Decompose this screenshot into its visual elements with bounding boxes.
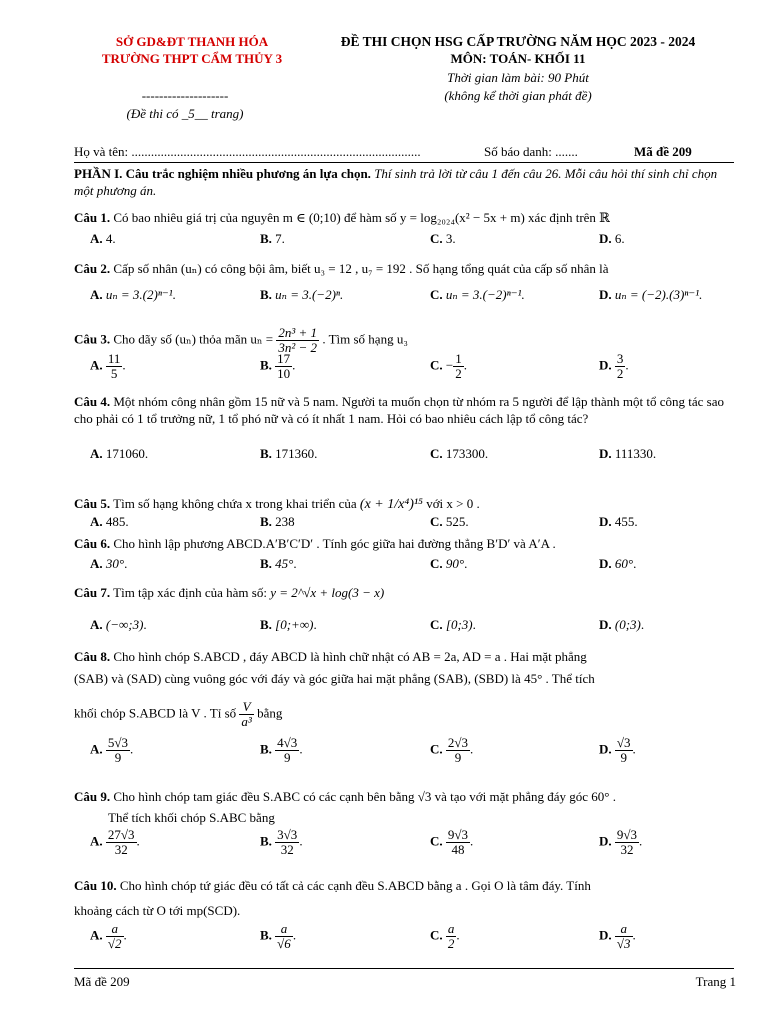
question-label: Câu 10. <box>74 878 117 893</box>
question-label: Câu 7. <box>74 585 111 600</box>
question-label: Câu 5. <box>74 496 111 511</box>
question-label: Câu 2. <box>74 261 111 276</box>
question-6 <box>74 535 736 552</box>
q3-option-d[interactable]: D. $\frac{3}{2}$ . <box>599 351 629 381</box>
q2-option-d[interactable]: D. uₙ = (−2).(3)ⁿ⁻¹. <box>599 287 703 302</box>
q1-option-a[interactable]: A. 4. <box>90 231 116 246</box>
q8-option-a[interactable]: A. $\frac{5√3}{9}$ . <box>90 735 134 765</box>
question-text: Cho dãy số (uₙ) thỏa mãn uₙ = <box>113 331 274 347</box>
q2-option-a[interactable]: A. uₙ = 3.(2)ⁿ⁻¹. <box>90 287 176 302</box>
q5-option-c[interactable]: C. 525. <box>430 514 469 529</box>
footer-divider <box>74 968 734 969</box>
q6-option-a[interactable]: A. 30°. <box>90 556 128 571</box>
q9-option-a[interactable]: A. $\frac{27√3}{32}$ . <box>90 827 140 857</box>
question-text: Một nhóm công nhân gồm 15 nữ và 5 nam. Người ta muốn chọn từ nhóm ra 5 người để lập thành một tổ công tác sao cho phải có 1 tổ trưởng nữ, 1 tổ phó nữ và có ít nhất 1 nam. Hỏi có bao nhiêu cách lập tổ công tác? <box>74 394 724 426</box>
question-8 <box>74 646 736 729</box>
question-3 <box>74 326 736 355</box>
q8-option-d[interactable]: D. $\frac{√3}{9}$ . <box>599 735 636 765</box>
question-text: Cho hình chóp tam giác đều S.ABC có các cạnh bên bằng √3 và tạo với mặt phẳng đáy góc 60° . <box>113 789 616 804</box>
q9-option-d[interactable]: D. $\frac{9√3}{32}$ . <box>599 827 643 857</box>
page-count-note: (Đề thi có _5__ trang) <box>126 106 244 121</box>
student-name-field: Họ và tên: ......................................................................................... <box>74 144 421 159</box>
question-10 <box>74 873 736 923</box>
q6-option-c[interactable]: C. 90°. <box>430 556 468 571</box>
q3-option-b[interactable]: B. $\frac{17}{10}$ . <box>260 351 296 381</box>
question-text: (SAB) và (SAD) cùng vuông góc với đáy và góc giữa hai mặt phẳng (SAB), (SBD) là 45° . Thể tích <box>74 671 595 686</box>
q9-option-b[interactable]: B. $\frac{3√3}{32}$ . <box>260 827 303 857</box>
footer-page-number: Trang 1 <box>695 974 736 989</box>
question-5 <box>74 495 736 513</box>
q4-option-c[interactable]: C. 173300. <box>430 446 489 461</box>
q5-option-d[interactable]: D. 455. <box>599 514 638 529</box>
question-1 <box>74 209 736 226</box>
question-text: Cấp số nhân (uₙ) có công bội âm, biết u₃ = 12 , u₇ = 192 . Số hạng tổng quát của cấp số nhân là <box>113 261 609 276</box>
fraction: $\frac{\text{2n³ + 1}}{\text{3n² − 2}}$ <box>278 325 318 355</box>
question-text-end: với x > 0 . <box>426 496 480 511</box>
question-text: khoảng cách từ O tới mp(SCD). <box>74 903 241 918</box>
part1-instruction: Thí sinh trả lời từ câu 1 đến câu 26. Mỗi câu hỏi thí sinh chỉ chọn một phương án. <box>74 166 718 198</box>
question-text: Cho hình chóp tứ giác đều có tất cả các cạnh đều S.ABCD bằng a . Gọi O là tâm đáy. Tính <box>119 878 591 893</box>
question-text: khối chóp S.ABCD là V . Tỉ số <box>74 705 237 721</box>
department-name: SỞ GD&ĐT THANH HÓA <box>115 34 269 49</box>
question-text-end: bằng <box>257 705 283 721</box>
q7-option-d[interactable]: D. (0;3). <box>599 617 645 632</box>
binomial-expression: (x + 1/x⁴)¹⁵ <box>359 497 423 512</box>
q7-option-c[interactable]: C. [0;3). <box>430 617 476 632</box>
q10-option-b[interactable]: B. $\frac{a}{√6}$ . <box>260 921 297 951</box>
question-label: Câu 3. <box>74 331 111 347</box>
question-label: Câu 1. <box>74 210 111 225</box>
student-id-field: Số báo danh: ....... <box>484 144 578 159</box>
q4-option-a[interactable]: A. 171060. <box>90 446 149 461</box>
question-text: Cho hình lập phương ABCD.A′B′C′D′ . Tính góc giữa hai đường thẳng B′D′ và A′A . <box>113 536 556 551</box>
question-text: Thể tích khối chóp S.ABC bằng <box>108 810 275 825</box>
q9-option-c[interactable]: C. $\frac{9√3}{48}$ . <box>430 827 474 857</box>
question-text: Tìm số hạng không chứa x trong khai triển của <box>113 496 357 511</box>
exam-subject: MÔN: TOÁN- KHỐI 11 <box>450 51 586 66</box>
q5-option-b[interactable]: B. 238 <box>260 514 295 529</box>
exam-time-note: (không kể thời gian phát đề) <box>444 88 592 103</box>
exam-code: Mã đề 209 <box>634 144 692 159</box>
q6-option-d[interactable]: D. 60°. <box>599 556 637 571</box>
part1-title: PHẦN I. Câu trắc nghiệm nhiều phương án lựa chọn. <box>74 166 371 181</box>
q4-option-d[interactable]: D. 111330. <box>599 446 657 461</box>
divider <box>74 162 734 163</box>
question-text: Có bao nhiêu giá trị của nguyên m ∈ (0;10) để hàm số y = log₂₀₂₄(x² − 5x + m) xác định trên ℝ <box>113 210 610 225</box>
q4-option-b[interactable]: B. 171360. <box>260 446 318 461</box>
question-text: Tìm tập xác định của hàm số: <box>113 585 267 600</box>
q7-option-a[interactable]: A. (−∞;3). <box>90 617 147 632</box>
footer-exam-code: Mã đề 209 <box>74 974 130 989</box>
question-label: Câu 4. <box>74 394 111 409</box>
q7-option-b[interactable]: B. [0;+∞). <box>260 617 317 632</box>
header-dashes: -------------------- <box>141 88 229 103</box>
question-label: Câu 6. <box>74 536 111 551</box>
question-2 <box>74 260 736 277</box>
exam-title: ĐỀ THI CHỌN HSG CẤP TRƯỜNG NĂM HỌC 2023 - 2024 <box>340 34 696 49</box>
q8-option-b[interactable]: B. $\frac{4√3}{9}$ . <box>260 735 303 765</box>
q5-option-a[interactable]: A. 485. <box>90 514 129 529</box>
q10-option-d[interactable]: D. $\frac{a}{√3}$ . <box>599 921 636 951</box>
question-text: Cho hình chóp S.ABCD , đáy ABCD là hình chữ nhật có AB = 2a, AD = a . Hai mặt phẳng <box>113 649 587 664</box>
q2-option-b[interactable]: B. uₙ = 3.(−2)ⁿ. <box>260 287 344 302</box>
q3-option-a[interactable]: A. $\frac{11}{5}$ . <box>90 351 126 381</box>
q2-option-c[interactable]: C. uₙ = 3.(−2)ⁿ⁻¹. <box>430 287 525 302</box>
q8-option-c[interactable]: C. $\frac{2√3}{9}$ . <box>430 735 474 765</box>
q6-option-b[interactable]: B. 45°. <box>260 556 297 571</box>
q1-option-d[interactable]: D. 6. <box>599 231 625 246</box>
school-name: TRƯỜNG THPT CẨM THỦY 3 <box>101 51 283 66</box>
question-label: Câu 8. <box>74 649 111 664</box>
q1-option-b[interactable]: B. 7. <box>260 231 285 246</box>
q1-option-c[interactable]: C. 3. <box>430 231 456 246</box>
part1-heading <box>74 165 736 199</box>
question-text-end: . Tìm số hạng u₃ <box>322 331 408 347</box>
question-7 <box>74 584 736 601</box>
q10-option-c[interactable]: C. $\frac{a}{2}$ . <box>430 921 460 951</box>
exam-time: Thời gian làm bài: 90 Phút <box>447 70 589 85</box>
ratio-fraction: $\frac{V}{\text{a³}}$ <box>241 699 252 729</box>
question-9 <box>74 786 736 828</box>
question-4 <box>74 393 736 427</box>
q10-option-a[interactable]: A. $\frac{a}{√2}$ . <box>90 921 127 951</box>
q3-option-c[interactable]: C. − $\frac{1}{2}$ . <box>430 351 467 381</box>
function-expression: y = 2^√x + log(3 − x) <box>270 585 385 600</box>
question-label: Câu 9. <box>74 789 111 804</box>
